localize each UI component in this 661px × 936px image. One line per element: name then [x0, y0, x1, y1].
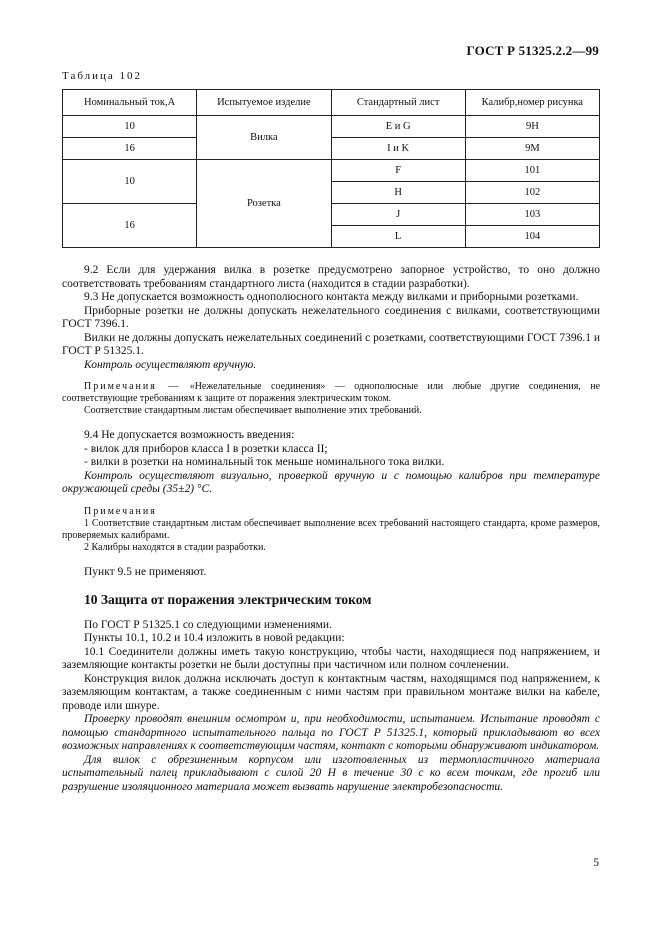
note-1b: Соответствие стандартным листам обеспечивает выполнение этих требований.: [84, 405, 422, 416]
cell-gauge: 9H: [465, 116, 599, 138]
table-row: [63, 138, 600, 160]
column-header: Номинальный ток,А: [63, 90, 197, 116]
notes-2-item-1: 1 Соответствие стандартным листам обеспечивает выполнение всех требований настоящего стандарта, кроме размеров, проверяемых калибрами.: [62, 517, 600, 541]
paragraph-9-5: Пункт 9.5 не применяют.: [84, 565, 207, 578]
cell-current: 10: [63, 160, 197, 204]
cell-sheet: E и G: [331, 116, 465, 138]
paragraph-10-1b: Конструкция вилок должна исключать доступ к контактным частям, находящимся под напряжением, к заземляющим контактам, а также соединенным с ними частям при правильном монтаже вилки на кабеле, проводе или шнуре.: [62, 672, 600, 712]
cell-current: 16: [63, 138, 197, 160]
note-1-label: Примечания —: [84, 381, 181, 392]
cell-product: Вилка: [197, 116, 331, 160]
paragraph-9-4-item-1: - вилок для приборов класса I в розетки класса II;: [84, 442, 328, 455]
section-10-items: Пункты 10.1, 10.2 и 10.4 изложить в новой редакции:: [84, 632, 345, 644]
control-note-1: Контроль осуществляют вручную.: [84, 358, 257, 371]
cell-gauge: 102: [465, 182, 599, 204]
table-row: [63, 116, 600, 138]
cell-sheet: J: [331, 204, 465, 226]
paragraph-9-3c: Вилки не должны допускать нежелательных соединений с розетками, соответствующими ГОСТ 7396.1 и ГОСТ Р 51325.1.: [62, 331, 600, 357]
paragraph-10-check: Проверку проводят внешним осмотром и, при необходимости, испытанием. Испытание проводят с помощью стандартного испытательного пальца по ГОСТ Р 51325.1, который прикладывают во всех возможных направлениях к соответствующим частям, контакт с которыми обнаруживают индикатором.: [62, 713, 600, 752]
cell-sheet: H: [331, 182, 465, 204]
cell-gauge: 101: [465, 160, 599, 182]
notes-2-item-2: 2 Калибры находятся в стадии разработки.: [84, 541, 266, 553]
body-text: [62, 264, 600, 794]
table-caption: Таблица 102: [62, 70, 143, 82]
standard-code-header: ГОСТ Р 51325.2.2—99: [466, 43, 599, 58]
cell-current: 16: [63, 204, 197, 248]
notes-2-label: Примечания: [84, 505, 157, 517]
note-1: [62, 381, 600, 405]
table-header-row: [63, 90, 600, 116]
page-number: 5: [593, 857, 599, 869]
section-10-intro: По ГОСТ Р 51325.1 со следующими изменениями.: [84, 618, 332, 631]
cell-current: 10: [63, 116, 197, 138]
section-title-10: 10 Защита от поражения электрическим током: [84, 592, 372, 607]
table-row: [63, 204, 600, 226]
cell-gauge: 104: [465, 226, 599, 248]
paragraph-9-4: 9.4 Не допускается возможность введения:: [84, 429, 295, 441]
note-1-text: «Нежелательные соединения» — однополюсные или любые другие соединения, не соответствующие требованиям к защите от поражения электрическим током.: [62, 381, 601, 404]
cell-sheet: L: [331, 226, 465, 248]
paragraph-10-rubber: Для вилок с обрезиненным корпусом или изготовленных из термопластичного материала испытательный палец прикладывают с силой 20 Н в течение 30 с ко всем точкам, где прогиб или разрушение изоляционного материала может вызвать нарушение электробезопасности.: [62, 753, 600, 793]
column-header: Калибр,номер рисунка: [465, 90, 599, 116]
control-note-2: Контроль осуществляют визуально, проверкой вручную и с помощью калибров при температуре окружающей среды (35±2) °С.: [62, 469, 600, 495]
paragraph-9-3: 9.3 Не допускается возможность однополюсного контакта между вилками и приборными розетками.: [84, 291, 579, 303]
cell-sheet: I и K: [331, 138, 465, 160]
cell-product: Розетка: [197, 160, 331, 248]
paragraph-9-2: 9.2 Если для удержания вилка в розетке предусмотрено запорное устройство, то оно должно соответствовать требованиям стандартного листа (находится в стадии разработки).: [62, 264, 600, 290]
cell-gauge: 103: [465, 204, 599, 226]
column-header: Испытуемое изделие: [197, 90, 331, 116]
cell-gauge: 9M: [465, 138, 599, 160]
paragraph-9-3b: Приборные розетки не должны допускать нежелательного соединения с вилками, соответствующими ГОСТ 7396.1.: [62, 304, 600, 330]
table-102: [62, 89, 600, 248]
paragraph-9-4-item-2: - вилки в розетки на номинальный ток меньше номинального тока вилки.: [84, 456, 445, 468]
column-header: Стандартный лист: [331, 90, 465, 116]
table-row: [63, 160, 600, 182]
paragraph-10-1: 10.1 Соединители должны иметь такую конструкцию, чтобы части, находящиеся под напряжением, и заземляющие контакты розетки не были доступны при частичном или полном сочленении.: [62, 645, 600, 671]
cell-sheet: F: [331, 160, 465, 182]
